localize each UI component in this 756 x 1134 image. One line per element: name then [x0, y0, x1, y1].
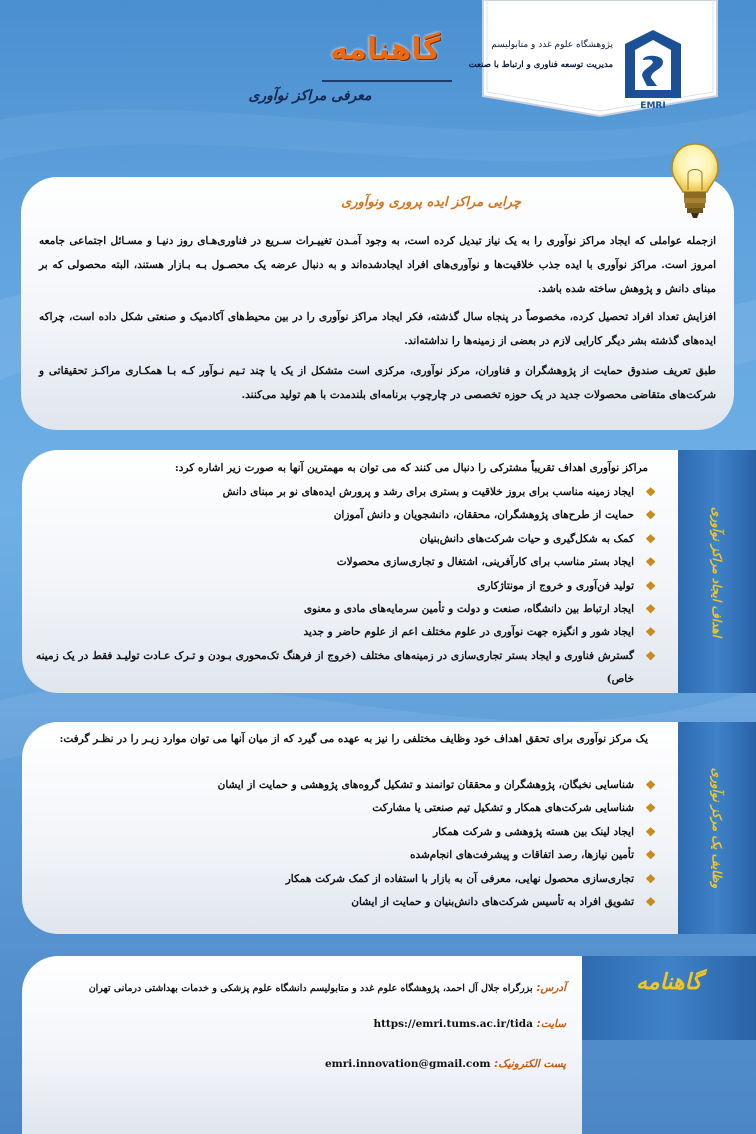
goals-list	[36, 481, 656, 692]
list-item: ❖ ایجاد شور و انگیزه جهت نوآوری در علوم مختلف اعم از علوم حاضر و جدید	[36, 621, 656, 644]
list-item: ❖ ایجاد ارتباط بین دانشگاه، صنعت و دولت و تأمین سرمایه‌های مادی و معنوی	[36, 598, 656, 621]
duties-side-tab	[678, 722, 756, 934]
diamond-bullet-icon: ❖	[645, 578, 656, 593]
diamond-bullet-icon: ❖	[645, 508, 656, 523]
diamond-bullet-icon: ❖	[645, 801, 656, 816]
logo-abbr: EMRI	[640, 101, 666, 111]
logo-institute-name: پژوهشگاه علوم غدد و متابولیسم	[491, 40, 613, 50]
list-item: ❖ شناسایی نخبگان، پژوهشگران و محققان توانمند و تشکیل گروه‌های پژوهشی و حمایت از ایشان	[36, 774, 656, 797]
duties-tab-label: وظایف یک مرکز نوآوری	[710, 767, 724, 889]
duties-intro: یک مرکز نوآوری برای تحقق اهداف خود وظایف مختلفی را نیز به عهده می گیرد که از میان آنها می توان موارد زیـر را در نظـر گرفت:	[59, 733, 648, 745]
why-paragraph: ازجمله عواملی که ایجاد مراکز نوآوری را به یک نیاز تبدیل کرده است، به وجود آمـدن تغییـرات سـریع در فناوری‌هـای روز دنیـا و مسـائل اجتماعی جامعه امروز است. مراکز نوآوری با ایده جذب خلاقیت‌ها و نوآوری‌های افراد ایجادشده‌اند و به دنبال عرضه یک محصـول بـه بـازار هستند، البته محصولی که بر مبنای دانش و پژوهش ساخته شده باشد.	[39, 235, 716, 295]
diamond-bullet-icon: ❖	[645, 602, 656, 617]
footer-brand-tab	[582, 956, 756, 1040]
why-section-panel	[21, 177, 734, 430]
why-section-title: چرایی مراکز ایده پروری ونوآوری	[341, 195, 521, 210]
diamond-bullet-icon: ❖	[645, 778, 656, 792]
brand-divider	[322, 80, 452, 82]
diamond-bullet-icon: ❖	[645, 824, 656, 839]
list-item: ❖ شناسایی شرکت‌های همکار و تشکیل تیم صنعتی یا مشارکت	[36, 797, 656, 820]
duties-list	[36, 774, 656, 914]
list-item: ❖ ایجاد زمینه مناسب برای بروز خلاقیت و بستری برای رشد و پرورش ایده‌های نو بر مبنای دانش	[36, 481, 656, 504]
diamond-bullet-icon: ❖	[645, 648, 656, 663]
address-value: بزرگراه جلال آل احمد، پژوهشگاه علوم غدد و متابولیسم دانشگاه علوم پزشکی و خدمات بهداشتی درمانی تهران	[88, 983, 533, 994]
list-item: ❖ حمایت از طرح‌های پژوهشگران، محققان، دانشجویان و دانش آموزان	[36, 504, 656, 527]
diamond-bullet-icon: ❖	[645, 871, 656, 886]
list-item: ❖ تأمین نیازها، رصد اتفاقات و پیشرفت‌های انجام‌شده	[36, 844, 656, 867]
address-label: آدرس:	[536, 982, 566, 994]
logo-badge	[468, 0, 719, 118]
contact-panel	[22, 956, 582, 1134]
footer-brand-title: گاهنامه	[636, 970, 702, 995]
address-row	[89, 982, 566, 994]
why-paragraph: افزایش تعداد افراد تحصیل کرده، مخصوصاً در پنجاه سال گذشته، فکر ایجاد مراکز نوآوری را در بین محیط‌های آکادمیک و صنعتی شکل داده است، چراکه ایده‌های گذشته بشر دیگر کارایی لازم در بعضی از زمینه‌ها را نداشته‌اند.	[39, 311, 716, 347]
diamond-bullet-icon: ❖	[645, 555, 656, 570]
website-link[interactable]: https://emri.tums.ac.ir/tida	[373, 1018, 533, 1030]
list-item: ❖ کمک به شکل‌گیری و حیات شرکت‌های دانش‌بنیان	[36, 528, 656, 551]
brand-title: گاهنامه	[330, 32, 440, 67]
diamond-bullet-icon: ❖	[645, 531, 656, 546]
page-subtitle: معرفی مراکز نوآوری	[248, 88, 372, 104]
list-item: ❖ ایجاد بستر مناسب برای کارآفرینی، اشتغال و تجاری‌سازی محصولات	[36, 551, 656, 574]
list-item: ❖ گسترش فناوری و ایجاد بستر تجاری‌سازی در زمینه‌های مختلف (خروج از فرهنگ تک‌محوری بـودن و تـرک عـادت تولیـد فقط در یک زمینه خاص)	[36, 645, 656, 692]
lightbulb-icon	[670, 142, 720, 220]
logo-department-name: مدیریت توسعه فناوری و ارتباط با صنعت	[468, 60, 613, 70]
goals-side-tab	[678, 450, 756, 693]
goals-tab-label: اهداف ایجاد مراکز نوآوری	[710, 506, 724, 637]
diamond-bullet-icon: ❖	[645, 485, 656, 499]
website-label: سایت:	[536, 1018, 566, 1030]
website-row	[373, 1018, 566, 1030]
diamond-bullet-icon: ❖	[645, 895, 656, 910]
diamond-bullet-icon: ❖	[645, 625, 656, 640]
diamond-bullet-icon: ❖	[645, 848, 656, 863]
email-row	[325, 1058, 566, 1070]
duties-section-panel	[22, 722, 678, 934]
email-link[interactable]: emri.innovation@gmail.com	[324, 1058, 491, 1070]
goals-section-panel	[22, 450, 678, 693]
list-item: ❖ تجاری‌سازی محصول نهایی، معرفی آن به بازار با استفاده از کمک شرکت همکار	[36, 868, 656, 891]
list-item: ❖ تشویق افراد به تأسیس شرکت‌های دانش‌بنیان و حمایت از ایشان	[36, 891, 656, 914]
list-item: ❖ ایجاد لینک بین هسته پژوهشی و شرکت همکار	[36, 821, 656, 844]
email-label: پست الکترونیک:	[494, 1058, 566, 1070]
goals-intro: مراکز نوآوری اهداف تقریباً مشترکی را دنبال می کنند که می توان به مهمترین آنها به صورت زیر اشاره کرد:	[174, 462, 648, 474]
why-paragraph: طبق تعریف صندوق حمایت از پژوهشگران و فناوران، مرکز نوآوری، مرکزی است متشکل از یک یا چند تـیم نـوآور کـه بـا همکـاری مراکـز تحقیقاتی و شرکت‌های متقاضی محصولات جدید در یک حوزه تخصصی در چارچوب برنامه‌ای بلندمدت با هم تولید می‌کنند.	[39, 365, 716, 401]
list-item: ❖ تولید فن‌آوری و خروج از مونتاژکاری	[36, 575, 656, 598]
